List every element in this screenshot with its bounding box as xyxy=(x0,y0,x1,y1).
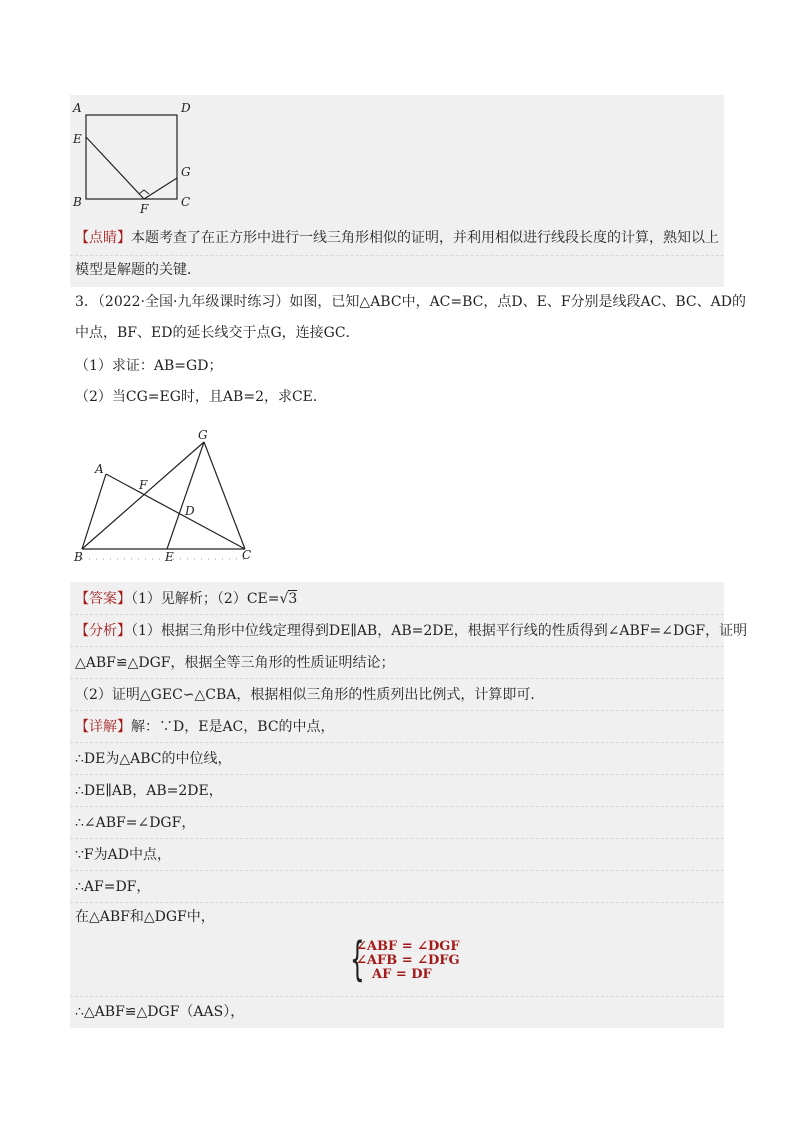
label-c: C xyxy=(181,195,191,209)
system-eq-3: AF = DF xyxy=(372,967,432,982)
comment-line-2: 模型是解题的关键． xyxy=(75,262,201,278)
divider xyxy=(70,902,724,903)
label-g2: G xyxy=(198,428,208,442)
sqrt-symbol: √ xyxy=(279,591,289,607)
divider xyxy=(70,710,724,711)
comment-text-1: 本题考查了在正方形中进行一线三角形相似的证明，并利用相似进行线段长度的计算，熟知以上 xyxy=(131,230,719,246)
analysis-tag: 【分析】 xyxy=(75,623,131,639)
detail-line-1 xyxy=(75,717,335,737)
detail-line-8: ∴△ABF≌△DGF（AAS）， xyxy=(75,1004,245,1020)
divider xyxy=(70,614,724,615)
divider xyxy=(70,742,724,743)
detail-line-7: 在△ABF和△DGF中， xyxy=(75,909,215,925)
problem-part-1: （1）求证：AB=GD； xyxy=(75,358,223,374)
label-g: G xyxy=(181,165,191,179)
label-e: E xyxy=(73,132,82,146)
system-eq-2: ∠AFB = ∠DFG xyxy=(356,953,460,968)
problem-line-2: 中点，BF、ED的延长线交于点G，连接GC． xyxy=(75,325,360,341)
triangle-figure xyxy=(70,425,260,570)
divider xyxy=(70,870,724,871)
divider xyxy=(70,838,724,839)
detail-line-6: ∴AF=DF， xyxy=(75,879,151,895)
detail-line-4: ∴∠ABF=∠DGF， xyxy=(75,815,196,831)
comment-tag: 【点睛】 xyxy=(75,230,131,246)
divider xyxy=(70,806,724,807)
detail-line-2: ∴DE为△ABC的中位线， xyxy=(75,751,232,767)
analysis-line-1 xyxy=(75,621,747,641)
label-a: A xyxy=(73,101,82,115)
label-f: F xyxy=(140,202,149,216)
answer-tag: 【答案】 xyxy=(75,591,131,607)
label-d: D xyxy=(181,101,191,115)
detail-line-5: ∵F为AD中点， xyxy=(75,847,171,863)
problem-part-2: （2）当CG=EG时，且AB=2，求CE． xyxy=(75,389,327,405)
answer-line xyxy=(75,589,297,609)
label-a2: A xyxy=(95,462,104,476)
label-f2: F xyxy=(139,478,148,492)
square-figure xyxy=(70,95,210,220)
analysis-text-1: （1）根据三角形中位线定理得到DE∥AB，AB=2DE，根据平行线的性质得到∠ABF=∠DGF，证明 xyxy=(131,623,748,639)
analysis-line-2: △ABF≌△DGF，根据全等三角形的性质证明结论； xyxy=(75,655,395,671)
divider xyxy=(70,774,724,775)
detail-line-3: ∴DE∥AB，AB=2DE， xyxy=(75,783,223,799)
answer-text: （1）见解析；（2）CE= xyxy=(131,591,280,607)
divider xyxy=(70,678,724,679)
divider xyxy=(70,646,724,647)
comment-line-1 xyxy=(75,228,719,248)
system-eq-1: ∠ABF = ∠DGF xyxy=(356,939,460,954)
label-c2: C xyxy=(242,548,252,562)
detail-tag: 【详解】 xyxy=(75,719,131,735)
problem-line-1: 3．（2022·全国·九年级课时练习）如图，已知△ABC中，AC=BC，点D、E、F分别是线段AC、BC、AD的 xyxy=(75,294,746,310)
detail-text-1: 解：∵D，E是AC，BC的中点， xyxy=(131,719,335,735)
divider xyxy=(70,255,724,256)
sqrt-radicand: 3 xyxy=(288,591,298,607)
divider xyxy=(70,996,724,997)
brace-symbol: { xyxy=(350,932,365,986)
label-b2: B xyxy=(74,550,83,564)
analysis-line-3: （2）证明△GEC∽△CBA，根据相似三角形的性质列出比例式，计算即可． xyxy=(75,687,545,703)
label-e2: E xyxy=(165,550,174,564)
label-d2: D xyxy=(185,504,195,518)
label-b: B xyxy=(73,195,82,209)
